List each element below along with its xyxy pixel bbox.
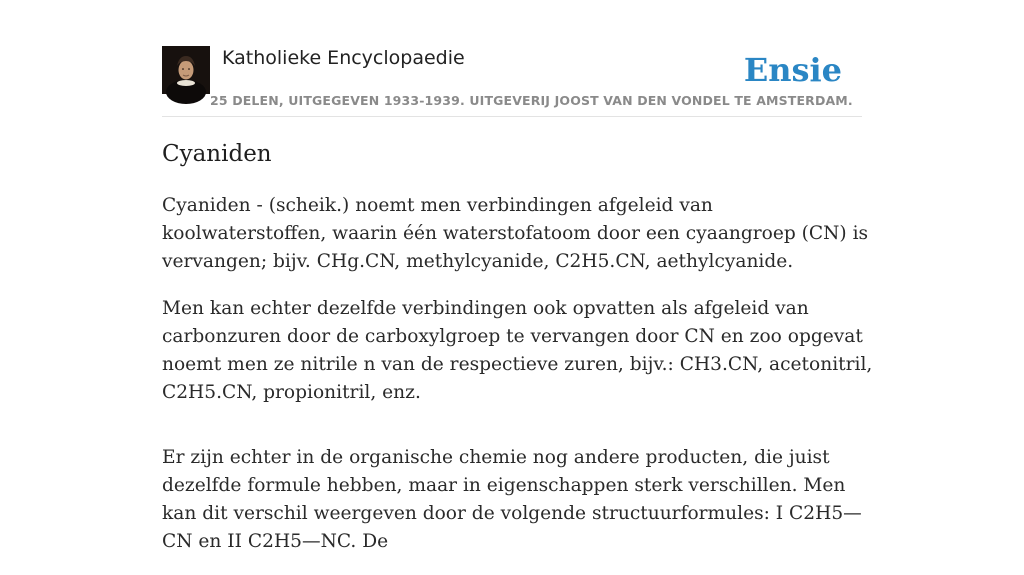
ensie-logo[interactable]: Ensie	[743, 51, 842, 89]
source-avatar[interactable]	[162, 46, 210, 94]
paragraph: Cyaniden - (scheik.) noemt men verbindingen afgeleid van koolwaterstoffen, waarin één waterstofatoom door een cyaangroep (CN) is vervangen; bijv. CHg.CN, methylcyanide, C2H5.CN, aethylcyanide.	[162, 195, 869, 272]
source-meta: 25 DELEN, UITGEGEVEN 1933-1939. UITGEVERIJ JOOST VAN DEN VONDEL TE AMSTERDAM.	[210, 93, 853, 108]
paragraph: Men kan echter dezelfde verbindingen ook opvatten als afgeleid van carbonzuren door de carboxylgroep te vervangen door CN en zoo opgevat noemt men ze nitrile n van de respectieve zuren, bijv.: CH3.CN, acetonitril, C2H5.CN, propionitril, enz.	[162, 298, 873, 403]
article-body	[162, 192, 874, 575]
source-title[interactable]: Katholieke Encyclopaedie	[222, 47, 465, 69]
portrait-image	[162, 46, 210, 94]
source-header	[162, 46, 862, 117]
article-title: Cyaniden	[162, 141, 272, 167]
paragraph: Er zijn echter in de organische chemie nog andere producten, die juist dezelfde formule hebben, maar in eigenschappen sterk verschillen. Men kan dit verschil weergeven door de volgende structuurformules: I C2H5—CN en II C2H5—NC. De	[162, 447, 862, 552]
